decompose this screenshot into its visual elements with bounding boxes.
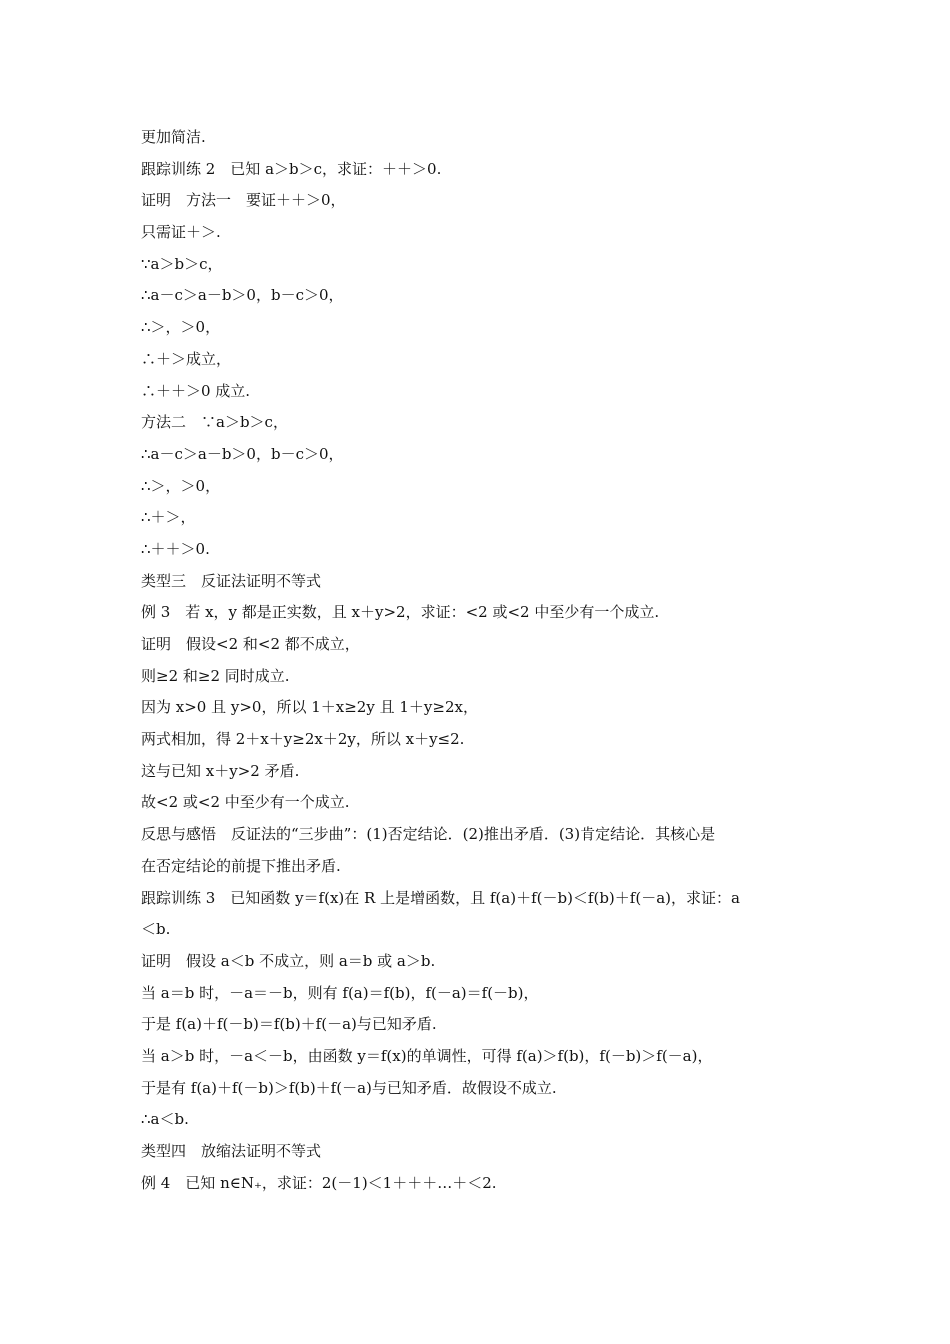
text-line: 在否定结论的前提下推出矛盾. <box>141 856 341 875</box>
example-heading: 例 4 已知 n∈N₊，求证：2(－1)＜1＋＋＋…＋＜2. <box>141 1173 497 1192</box>
document-page <box>141 122 813 1199</box>
text-line: 方法二 ∵a＞b＞c， <box>141 413 288 432</box>
text-line: ∵a＞b＞c， <box>141 254 223 273</box>
section-heading: 类型三 反证法证明不等式 <box>141 571 322 590</box>
text-line: ∴a＜b. <box>141 1110 189 1129</box>
text-line: 故<2 或<2 中至少有一个成立. <box>141 793 350 812</box>
text-line: ∴＞，＞0， <box>141 476 221 495</box>
exercise-heading: 跟踪训练 2 已知 a＞b＞c，求证：＋＋＞0. <box>141 159 442 178</box>
text-line: 于是有 f(a)＋f(－b)＞f(b)＋f(－a)与已知矛盾．故假设不成立. <box>141 1078 557 1097</box>
text-line: ∴＋＞成立， <box>141 349 232 368</box>
example-heading: 例 3 若 x，y 都是正实数，且 x＋y>2，求证：<2 或<2 中至少有一个成立. <box>141 603 660 622</box>
section-heading: 类型四 放缩法证明不等式 <box>141 1142 322 1160</box>
text-line: 这与已知 x＋y>2 矛盾. <box>141 761 300 780</box>
text-line: ∴＋＋＞0. <box>141 539 210 558</box>
text-line: 当 a＝b 时，－a＝－b，则有 f(a)＝f(b)，f(－a)＝f(－b)， <box>141 983 539 1002</box>
text-line: 证明 假设 a＜b 不成立，则 a＝b 或 a＞b. <box>141 951 436 970</box>
text-line: 则≥2 和≥2 同时成立. <box>141 666 290 685</box>
text-line: 当 a＞b 时，－a＜－b，由函数 y＝f(x)的单调性，可得 f(a)＞f(b)，f(－b)＞f(－a)， <box>141 1046 713 1065</box>
text-line: 只需证＋＞. <box>141 223 221 242</box>
text-line: 证明 方法一 要证＋＋＞0， <box>141 191 346 210</box>
text-line: 两式相加，得 2＋x＋y≥2x＋2y，所以 x＋y≤2. <box>141 730 465 749</box>
text-line: ＜b. <box>141 920 171 939</box>
text-line: 证明 假设<2 和<2 都不成立， <box>141 635 360 653</box>
reflection-line: 反思与感悟 反证法的“三步曲”：(1)否定结论．(2)推出矛盾．(3)肯定结论．其核心是 <box>141 825 716 844</box>
text-line: ∴a－c＞a－b＞0，b－c＞0， <box>141 444 344 463</box>
text-line: ∴＞，＞0， <box>141 318 221 337</box>
text-line: 于是 f(a)＋f(－b)＝f(b)＋f(－a)与已知矛盾. <box>141 1015 437 1034</box>
text-line: ∴＋＞， <box>141 508 196 527</box>
text-line: 因为 x>0 且 y>0，所以 1＋x≥2y 且 1＋y≥2x， <box>141 698 478 717</box>
exercise-heading: 跟踪训练 3 已知函数 y＝f(x)在 R 上是增函数，且 f(a)＋f(－b)＜f(b)＋f(－a)，求证：a <box>141 888 740 907</box>
text-line: 更加简洁. <box>141 128 206 146</box>
text-line: ∴a－c＞a－b＞0，b－c＞0， <box>141 286 344 305</box>
text-line: ∴＋＋＞0 成立. <box>141 381 251 400</box>
